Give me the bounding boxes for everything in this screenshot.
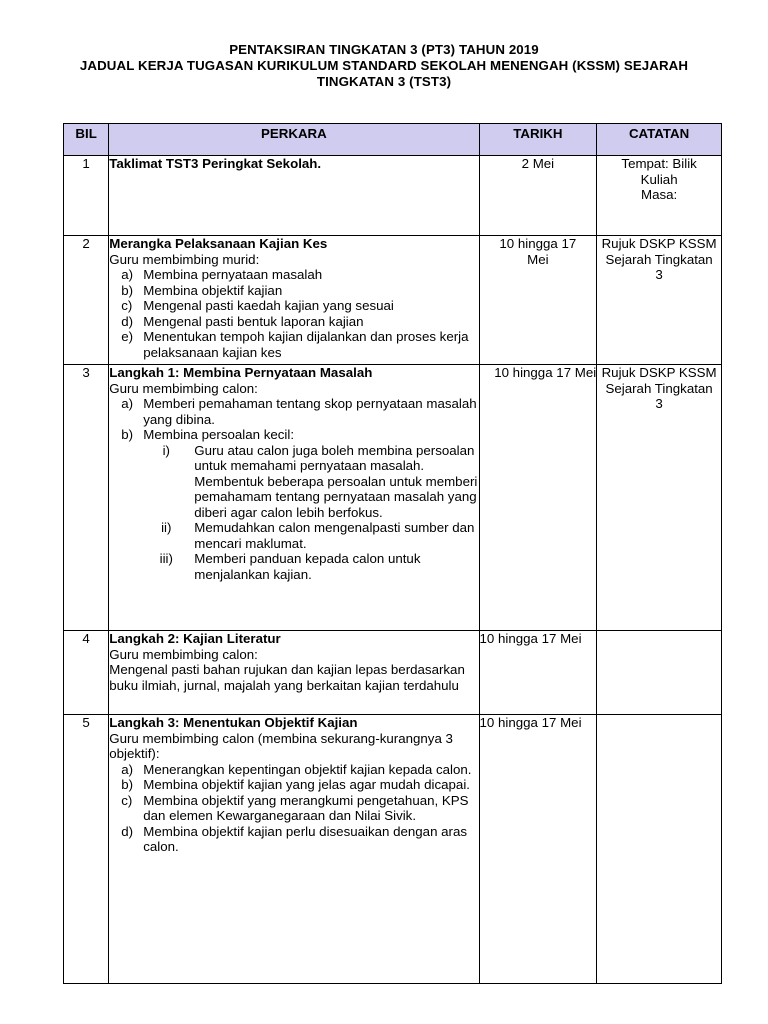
- row-tarikh: 10 hingga 17 Mei: [479, 365, 597, 631]
- list-item: [109, 314, 478, 330]
- row-body: Mengenal pasti bahan rujukan dan kajian lepas berdasarkan buku ilmiah, jurnal, majalah yang berkaitan kajian terdahulu: [109, 662, 465, 693]
- list-marker: a): [121, 396, 134, 411]
- column-header-tarikh: TARIKH: [479, 124, 597, 156]
- catatan-line: Rujuk DSKP KSSM: [601, 236, 717, 251]
- sub-list-item: [109, 520, 478, 551]
- table-row: [64, 631, 722, 715]
- tarikh-line: Mei: [527, 251, 549, 267]
- row-catatan: [597, 365, 722, 631]
- row-tarikh: 10 hingga 17 Mei: [479, 715, 597, 984]
- list-item-text: Membina objektif kajian: [143, 282, 283, 298]
- list-marker: b): [121, 427, 134, 442]
- row-perkara: [109, 631, 479, 715]
- catatan-line: Rujuk DSKP KSSM: [601, 365, 717, 380]
- list-item: [109, 762, 478, 778]
- catatan-line: 3: [655, 396, 663, 411]
- catatan-line: 3: [655, 267, 663, 282]
- item-list: [109, 762, 478, 855]
- table-row: [64, 365, 722, 631]
- table-row: [64, 715, 722, 984]
- catatan-line: Tempat: Bilik: [621, 156, 697, 171]
- row-title: Taklimat TST3 Peringkat Sekolah.: [109, 156, 322, 171]
- tarikh-line: 10 hingga 17: [499, 236, 577, 251]
- list-item-text: Memudahkan calon mengenalpasti sumber dan mencari maklumat.: [194, 520, 475, 551]
- list-marker: b): [121, 777, 134, 792]
- list-marker: c): [121, 792, 133, 808]
- list-item-text: Memberi pemahaman tentang skop pernyataan masalah yang dibina.: [143, 396, 477, 427]
- list-item: [109, 396, 478, 427]
- row-tarikh: 10 hingga 17 Mei: [479, 631, 597, 715]
- list-item-text: Guru atau calon juga boleh membina persoalan untuk memahami pernyataan masalah. Membentuk beberapa persoalan untuk memberi pemahamam tentang pernyataan masalah yang diberi agar calon lebih berfokus.: [194, 442, 478, 520]
- header-line-2: JADUAL KERJA TUGASAN KURIKULUM STANDARD SEKOLAH MENENGAH (KSSM) SEJARAH: [79, 58, 689, 73]
- sub-list-item: [109, 443, 478, 521]
- row-perkara: [109, 365, 479, 631]
- row-title: Langkah 1: Membina Pernyataan Masalah: [109, 365, 373, 380]
- list-item-text: Menentukan tempoh kajian dijalankan dan proses kerja pelaksanaan kajian kes: [143, 329, 469, 360]
- list-marker: d): [121, 823, 134, 839]
- schedule-table: [63, 123, 722, 984]
- row-title: Langkah 2: Kajian Literatur: [109, 631, 281, 646]
- list-item: [109, 824, 478, 855]
- row-intro: Guru membimbing calon (membina sekurang-kurangnya 3 objektif):: [109, 730, 453, 761]
- list-item-text: Membina pernyataan masalah: [143, 267, 323, 282]
- sub-item-list: [109, 443, 478, 583]
- catatan-line: Masa:: [641, 187, 678, 202]
- row-tarikh: 2 Mei: [479, 156, 597, 236]
- list-marker: i): [162, 442, 170, 458]
- list-item-text: Mengenal pasti kaedah kajian yang sesuai: [143, 298, 394, 313]
- sub-list-item: [109, 551, 478, 582]
- table-header-row: [64, 124, 722, 156]
- list-item-text: Menerangkan kepentingan objektif kajian kepada calon.: [143, 761, 472, 777]
- catatan-line: Kuliah: [640, 171, 678, 187]
- list-item: [109, 793, 478, 824]
- list-marker: c): [121, 298, 133, 313]
- list-marker: iii): [159, 551, 173, 566]
- item-list: [109, 267, 478, 360]
- column-header-catatan: CATATAN: [597, 124, 722, 156]
- row-catatan: [597, 156, 722, 236]
- list-item-text: Mengenal pasti bentuk laporan kajian: [143, 313, 364, 329]
- list-item-text: Membina persoalan kecil:: [143, 427, 295, 442]
- row-intro: Guru membimbing calon:: [109, 380, 258, 396]
- row-title: Merangka Pelaksanaan Kajian Kes: [109, 236, 328, 251]
- list-item: [109, 777, 478, 793]
- list-marker: e): [121, 329, 134, 344]
- column-header-bil: BIL: [64, 124, 109, 156]
- list-marker: a): [121, 761, 134, 777]
- list-item: [109, 329, 478, 360]
- row-number: 1: [64, 156, 109, 236]
- list-item-text: Memberi panduan kepada calon untuk menjalankan kajian.: [194, 551, 421, 582]
- list-item: [109, 427, 478, 443]
- column-header-perkara: PERKARA: [109, 124, 479, 156]
- row-catatan: [597, 631, 722, 715]
- list-marker: ii): [161, 520, 172, 535]
- list-item: [109, 267, 478, 283]
- list-item-text: Membina objektif yang merangkumi pengetahuan, KPS dan elemen Kewarganegaraan dan Nilai Sivik.: [143, 792, 469, 823]
- item-list: [109, 396, 478, 443]
- document-header: [0, 42, 768, 90]
- row-number: 5: [64, 715, 109, 984]
- list-marker: d): [121, 313, 134, 329]
- row-number: 3: [64, 365, 109, 631]
- row-catatan: [597, 236, 722, 365]
- row-number: 2: [64, 236, 109, 365]
- list-marker: b): [121, 282, 134, 298]
- row-number: 4: [64, 631, 109, 715]
- catatan-line: Sejarah Tingkatan: [605, 251, 713, 267]
- table-row: [64, 156, 722, 236]
- catatan-line: Sejarah Tingkatan: [605, 380, 713, 396]
- list-item-text: Membina objektif kajian perlu disesuaikan dengan aras calon.: [143, 823, 468, 854]
- list-item-text: Membina objektif kajian yang jelas agar mudah dicapai.: [143, 777, 470, 792]
- row-perkara: [109, 156, 479, 236]
- list-marker: a): [121, 267, 134, 282]
- header-line-3: TINGKATAN 3 (TST3): [316, 74, 452, 89]
- row-title: Langkah 3: Menentukan Objektif Kajian: [109, 715, 358, 730]
- row-perkara: [109, 236, 479, 365]
- table-row: [64, 236, 722, 365]
- row-tarikh: [479, 236, 597, 365]
- header-line-1: PENTAKSIRAN TINGKATAN 3 (PT3) TAHUN 2019: [229, 42, 539, 57]
- list-item: [109, 298, 478, 314]
- list-item: [109, 283, 478, 299]
- row-catatan: [597, 715, 722, 984]
- row-perkara: [109, 715, 479, 984]
- row-intro: Guru membimbing murid:: [109, 251, 260, 267]
- row-intro: Guru membimbing calon:: [109, 646, 258, 662]
